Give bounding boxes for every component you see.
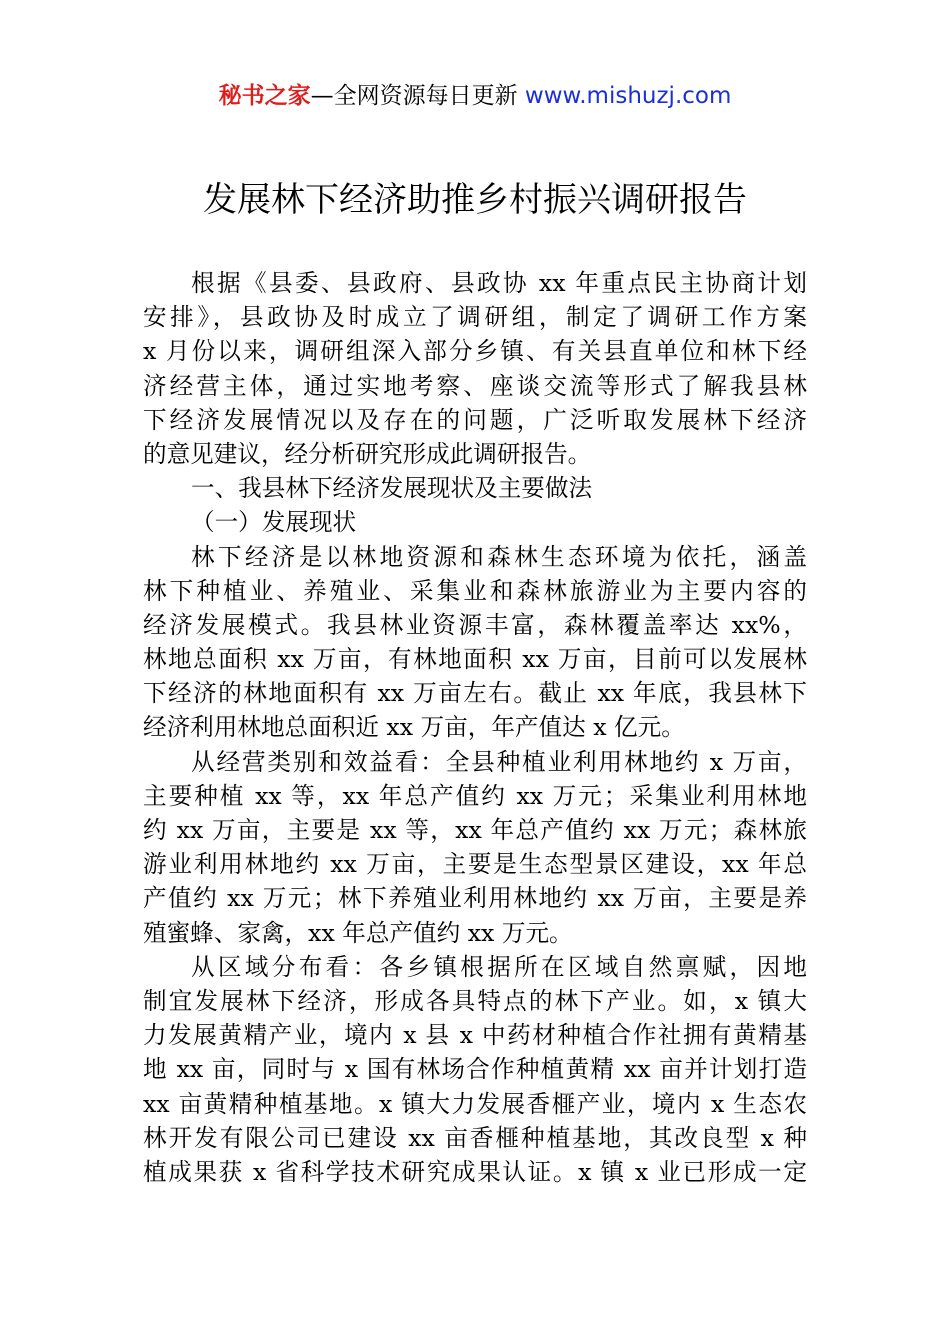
body-line: 从经营类别和效益看：全县种植业利用林地约 x 万亩， [191,747,807,776]
body-line: 下经济发展情况以及存在的问题，广泛听取发展林下经济 [143,405,807,434]
body-line: 力发展黄精产业，境内 x 县 x 中药材种植合作社拥有黄精基 [143,1021,807,1050]
body-line: 游业利用林地约 xx 万亩，主要是生态型景区建设，xx 年总 [143,850,807,879]
body-line: 安排》，县政协及时成立了调研组，制定了调研工作方案 [143,303,807,332]
body-line: 经济发展模式。我县林业资源丰富，森林覆盖率达 xx%， [143,610,807,639]
body-line: 林地总面积 xx 万亩，有林地面积 xx 万亩，目前可以发展林 [143,645,807,674]
site-header [0,80,950,112]
body-line: 根据《县委、县政府、县政协 xx 年重点民主协商计划 [191,269,807,297]
document-body [143,266,807,1189]
document-title: 发展林下经济助推乡村振兴调研报告 [203,180,747,220]
body-line: x 月份以来，调研组深入部分乡镇、有关县直单位和林下经 [143,337,807,366]
body-line: 的意见建议，经分析研究形成此调研报告。 [143,439,592,468]
header-tagline: —全网资源每日更新 [310,83,525,109]
body-line: 经济利用林地总面积近 xx 万亩，年产值达 x 亿元。 [143,713,685,742]
body-line: xx 亩黄精种植基地。x 镇大力发展香榧产业，境内 x 生态农 [143,1089,807,1118]
body-line: 主要种植 xx 等，xx 年总产值约 xx 万元；采集业利用林地 [143,781,807,810]
site-url-link[interactable]: www.mishuzj.com [524,83,732,109]
subsection-heading: （一）发展现状 [191,508,357,537]
body-line: 济经营主体，通过实地考察、座谈交流等形式了解我县林 [143,371,807,400]
body-line: 产值约 xx 万元；林下养殖业利用林地约 xx 万亩，主要是养 [143,884,807,913]
body-line: 林开发有限公司已建设 xx 亩香榧种植基地，其改良型 x 种 [143,1123,807,1152]
body-line: 下经济的林地面积有 xx 万亩左右。截止 xx 年底，我县林下 [143,679,807,708]
body-line: 从区域分布看：各乡镇根据所在区域自然禀赋，因地 [191,952,807,981]
body-line: 林下种植业、养殖业、采集业和森林旅游业为主要内容的 [143,576,807,605]
body-line: 殖蜜蜂、家禽，xx 年总产值约 xx 万元。 [143,918,573,947]
body-line: 约 xx 万亩，主要是 xx 等，xx 年总产值约 xx 万元；森林旅 [143,816,807,844]
brand-name: 秘书之家 [218,83,311,109]
section-heading: 一、我县林下经济发展现状及主要做法 [191,474,593,503]
body-line: 地 xx 亩，同时与 x 国有林场合作种植黄精 xx 亩并计划打造 [143,1055,807,1084]
body-line: 植成果获 x 省科学技术研究成果认证。x 镇 x 业已形成一定 [143,1157,807,1186]
body-line: 林下经济是以林地资源和森林生态环境为依托，涵盖 [191,542,807,571]
body-line: 制宜发展林下经济，形成各具特点的林下产业。如，x 镇大 [143,986,807,1015]
